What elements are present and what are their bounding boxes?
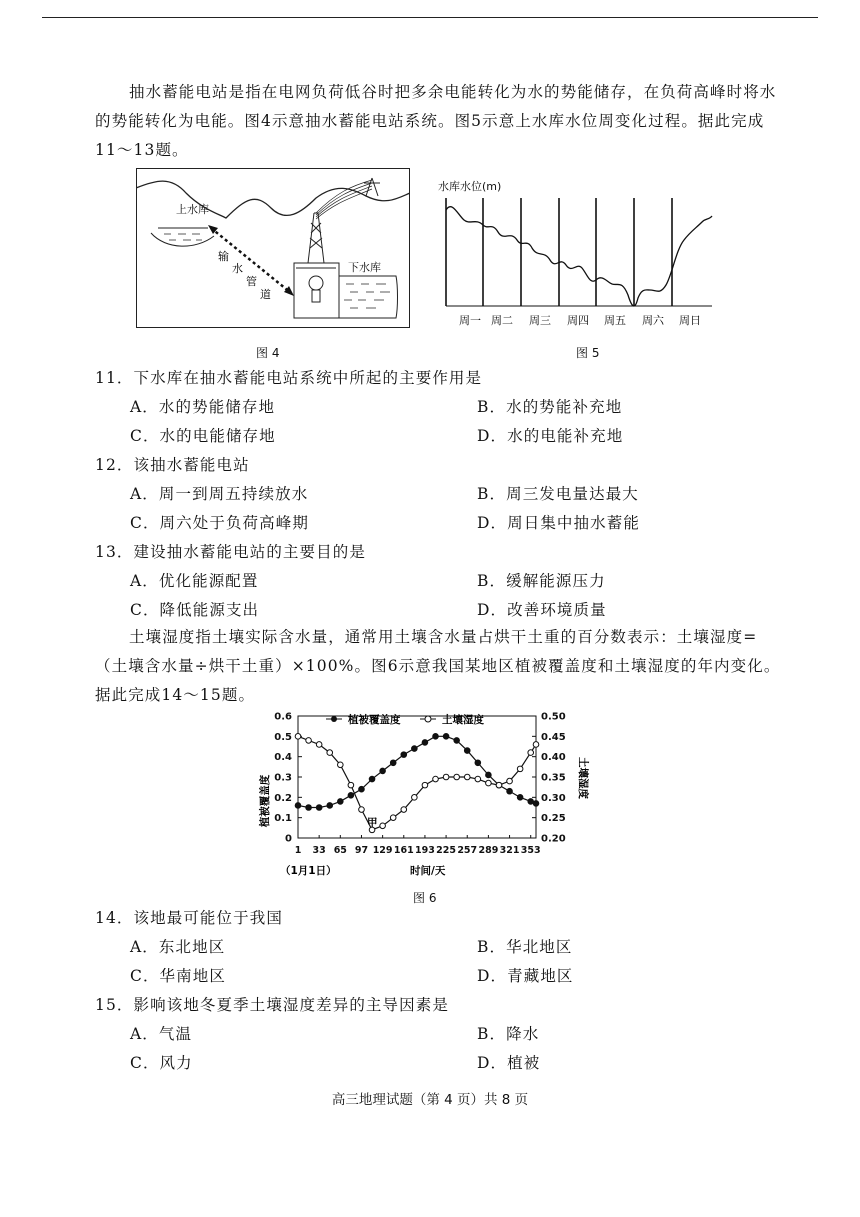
soil-moisture-point — [454, 774, 460, 780]
q11-option-d[interactable]: D．水的电能补充地 — [477, 427, 624, 445]
soil-moisture-point — [338, 762, 344, 768]
soil-moisture-point — [486, 780, 492, 786]
soil-moisture-point — [306, 738, 312, 744]
fig6-xlabel: 时间/天 — [410, 865, 446, 877]
vegetation-cover-point — [517, 795, 523, 801]
soil-moisture-point — [433, 776, 439, 782]
lower-reservoir-label: 下水库 — [348, 261, 381, 274]
figure-5-chart — [432, 170, 722, 330]
soil-moisture-point — [412, 795, 418, 801]
soil-moisture-point — [443, 774, 449, 780]
q11-option-c[interactable]: C．水的电能储存地 — [130, 427, 276, 445]
vegetation-cover-point — [348, 793, 354, 799]
fig5-day-label: 周三 — [529, 314, 551, 327]
fig6-x-tick-label: 193 — [415, 845, 435, 856]
fig6-left-tick-label: 0.6 — [274, 711, 292, 723]
vegetation-cover-point — [380, 768, 386, 774]
vegetation-cover-point — [295, 803, 301, 809]
question-14-stem: 14．该地最可能位于我国 — [95, 909, 283, 927]
vegetation-cover-point — [401, 752, 407, 758]
fig6-right-tick-label: 0.45 — [541, 731, 566, 743]
soil-moisture-point — [464, 774, 470, 780]
fig5-caption: 图 5 — [576, 346, 600, 360]
fig6-ylabel-left: 植被覆盖度 — [259, 774, 271, 828]
fig6-x-tick-label: 225 — [436, 845, 457, 856]
vegetation-cover-point — [369, 776, 375, 782]
pipe-char-1: 输 — [218, 250, 229, 263]
fig5-day-label: 周二 — [491, 314, 513, 327]
q14-option-d[interactable]: D．青藏地区 — [477, 967, 574, 985]
soil-moisture-point — [401, 807, 407, 813]
fig6-x-tick-label: 257 — [457, 845, 478, 856]
fig6-caption: 图 6 — [413, 891, 437, 905]
vegetation-cover-point — [507, 788, 513, 794]
vegetation-cover-point — [454, 738, 460, 744]
fig5-day-label: 周日 — [679, 314, 701, 327]
fig6-left-tick-label: 0.1 — [274, 813, 292, 825]
vegetation-cover-point — [528, 799, 534, 805]
q12-option-a[interactable]: A．周一到周五持续放水 — [130, 485, 309, 503]
fig6-x-sub: （1月1日） — [280, 865, 337, 877]
vegetation-cover-point — [422, 740, 428, 746]
soil-moisture-point — [390, 815, 396, 821]
fig6-left-tick-label: 0.3 — [274, 772, 292, 784]
fig6-x-tick-label: 33 — [312, 845, 326, 856]
vegetation-cover-point — [316, 805, 322, 811]
fig6-left-tick-label: 0.5 — [274, 731, 292, 743]
fig6-x-tick-label: 161 — [393, 845, 414, 856]
q12-option-d[interactable]: D．周日集中抽水蓄能 — [477, 514, 640, 532]
vegetation-cover-point — [486, 772, 492, 778]
vegetation-cover-point — [338, 799, 344, 805]
legend-vegetation: 植被覆盖度 — [348, 714, 401, 726]
q15-option-a[interactable]: A．气温 — [130, 1025, 193, 1043]
q11-option-a[interactable]: A．水的势能储存地 — [130, 398, 276, 416]
soil-moisture-point — [475, 776, 481, 782]
fig5-ylabel: 水库水位(m) — [438, 180, 502, 193]
soil-moisture-point — [348, 782, 354, 788]
q13-option-d[interactable]: D．改善环境质量 — [477, 601, 607, 619]
soil-moisture-point — [359, 807, 365, 813]
fig5-day-label: 周五 — [604, 314, 626, 327]
fig5-day-dividers — [446, 198, 672, 306]
fig6-right-tick-label: 0.50 — [541, 711, 566, 723]
soil-moisture-point — [496, 782, 502, 788]
fig6-right-tick-label: 0.25 — [541, 813, 566, 825]
vegetation-cover-point — [443, 734, 449, 740]
fig6-x-tick-label: 129 — [372, 845, 393, 856]
soil-moisture-point — [528, 750, 534, 756]
soil-moisture-point — [380, 823, 386, 829]
fig6-plot-frame — [298, 716, 536, 838]
fig6-x-tick-label: 353 — [520, 845, 541, 856]
fig6-right-tick-label: 0.30 — [541, 792, 566, 804]
vegetation-cover-point — [533, 801, 539, 807]
fig6-annotation: 甲 — [367, 817, 378, 829]
fig4-caption: 图 4 — [256, 346, 280, 360]
pipe-char-4: 道 — [260, 288, 271, 301]
q11-option-b[interactable]: B．水的势能补充地 — [477, 398, 623, 416]
figure-4-diagram — [136, 168, 410, 328]
soil-moisture-point — [327, 750, 333, 756]
vegetation-cover-point — [475, 760, 481, 766]
q14-option-a[interactable]: A．东北地区 — [130, 938, 226, 956]
q15-option-b[interactable]: B．降水 — [477, 1025, 540, 1043]
q13-option-a[interactable]: A．优化能源配置 — [130, 572, 259, 590]
fig6-left-tick-label: 0.4 — [274, 752, 292, 764]
pipe-char-2: 水 — [232, 262, 243, 275]
intro-paragraph-1: 抽水蓄能电站是指在电网负荷低谷时把多余电能转化为水的势能储存，在负荷高峰时将水的势能转化为电能。图4示意抽水蓄能电站系统。图5示意上水库水位周变化过程。据此完成11～13题。 — [95, 83, 777, 159]
vegetation-cover-point — [327, 803, 333, 809]
fig6-x-tick-label: 289 — [478, 845, 499, 856]
q14-option-b[interactable]: B．华北地区 — [477, 938, 573, 956]
vegetation-cover-point — [412, 746, 418, 752]
q13-option-b[interactable]: B．缓解能源压力 — [477, 572, 606, 590]
intro-paragraph-2: 土壤湿度指土壤实际含水量，通常用土壤含水量占烘干土重的百分数表示：土壤湿度=（土壤含水量÷烘干土重）×100%。图6示意我国某地区植被覆盖度和土壤湿度的年内变化。据此完成14～15题。 — [95, 628, 781, 704]
header-rule — [42, 17, 818, 18]
question-13-stem: 13．建设抽水蓄能电站的主要目的是 — [95, 543, 366, 561]
fig6-x-tick-label: 97 — [354, 845, 369, 856]
q15-option-d[interactable]: D．植被 — [477, 1054, 541, 1072]
q15-option-c[interactable]: C．风力 — [130, 1054, 193, 1072]
q12-option-b[interactable]: B．周三发电量达最大 — [477, 485, 639, 503]
fig6-left-tick-label: 0.2 — [274, 792, 292, 804]
fig5-day-label: 周一 — [459, 314, 481, 327]
soil-moisture-point — [295, 734, 301, 740]
upper-reservoir-label: 上水库 — [176, 203, 209, 216]
fig6-right-tick-label: 0.40 — [541, 752, 566, 764]
question-15-stem: 15．影响该地冬夏季土壤湿度差异的主导因素是 — [95, 996, 449, 1014]
q12-option-c[interactable]: C．周六处于负荷高峰期 — [130, 514, 309, 532]
fig6-x-tick-label: 65 — [333, 845, 347, 856]
soil-moisture-point — [316, 742, 322, 748]
fig6-left-tick-label: 0 — [285, 833, 292, 845]
legend-soil-moisture: 土壤湿度 — [442, 714, 484, 726]
vegetation-cover-point — [464, 748, 470, 754]
fig5-day-label: 周四 — [567, 314, 589, 327]
fig6-x-tick-label: 1 — [294, 845, 302, 856]
page-footer: 高三地理试题（第 4 页）共 8 页 — [331, 1092, 529, 1108]
vegetation-cover-point — [359, 786, 365, 792]
soil-moisture-point — [507, 778, 513, 784]
fig6-legend — [326, 713, 484, 726]
soil-moisture-point — [422, 782, 428, 788]
figure-6-chart — [250, 706, 600, 882]
vegetation-cover-point — [433, 734, 439, 740]
fig6-ylabel-right: 土壤湿度 — [577, 757, 589, 799]
fig6-right-tick-label: 0.20 — [541, 833, 566, 845]
q14-option-c[interactable]: C．华南地区 — [130, 967, 226, 985]
vegetation-cover-point — [306, 805, 312, 811]
soil-moisture-point — [517, 766, 523, 772]
question-12-stem: 12．该抽水蓄能电站 — [95, 456, 250, 474]
fig6-x-tick-label: 321 — [499, 845, 520, 856]
fig6-right-tick-label: 0.35 — [541, 772, 566, 784]
question-11-stem: 11．下水库在抽水蓄能电站系统中所起的主要作用是 — [95, 369, 483, 387]
q13-option-c[interactable]: C．降低能源支出 — [130, 601, 260, 619]
vegetation-cover-point — [390, 760, 396, 766]
soil-moisture-point — [533, 742, 539, 748]
fig5-day-label: 周六 — [642, 314, 664, 327]
pipe-char-3: 管 — [246, 275, 257, 288]
